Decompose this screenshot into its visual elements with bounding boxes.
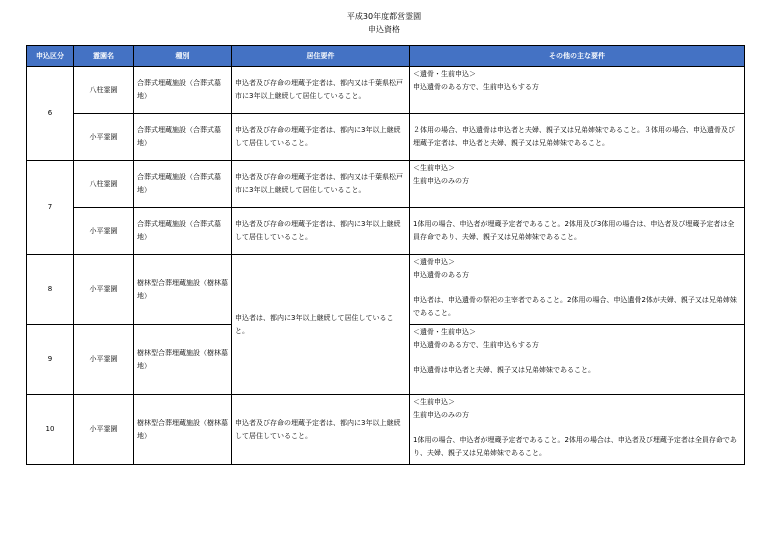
table-row [27,255,745,325]
other-cell [410,161,745,208]
table-row [27,208,745,255]
other-detail: 1体用の場合、申込者が埋蔵予定者であること。2体用の場合は、申込者及び埋蔵予定者は全員存命であり、夫婦、親子又は兄弟姉妹であること。 [413,436,737,457]
cemetery-cell: 小平霊園 [74,114,134,161]
type-cell: 合葬式埋蔵施設（合葬式墓地） [134,67,232,114]
other-tag: ＜遺骨・生前申込＞ [413,328,476,336]
cemetery-cell: 小平霊園 [74,208,134,255]
cemetery-cell: 小平霊園 [74,395,134,465]
header-type: 種別 [134,46,232,67]
other-cell [410,255,745,325]
other-line: 生前申込のみの方 [413,177,469,185]
other-cell [410,325,745,395]
residence-cell: 申込者及び存命の埋蔵予定者は、都内に3年以上継続して居住していること。 [232,208,410,255]
residence-cell: 申込者及び存命の埋蔵予定者は、都内又は千葉県松戸市に3年以上継続して居住していること。 [232,67,410,114]
header-division: 申込区分 [27,46,74,67]
other-tag: ＜生前申込＞ [413,164,455,172]
other-tag: ＜遺骨・生前申込＞ [413,70,476,78]
type-cell: 合葬式埋蔵施設（合葬式墓地） [134,161,232,208]
division-cell: 8 [27,255,74,325]
type-cell: 樹林型合葬埋蔵施設（樹林墓地） [134,255,232,325]
division-cell: 9 [27,325,74,395]
cemetery-cell: 八柱霊園 [74,67,134,114]
other-cell [410,395,745,465]
table-row [27,395,745,465]
other-line: 申込遺骨のある方 [413,271,469,279]
document-subtitle: 申込資格 [368,25,400,34]
residence-cell: 申込者及び存命の埋蔵予定者は、都内に3年以上継続して居住していること。 [232,395,410,465]
cemetery-cell: 小平霊園 [74,255,134,325]
type-cell: 樹林型合葬埋蔵施設（樹林墓地） [134,325,232,395]
other-detail: 申込者は、申込遺骨の祭祀の主宰者であること。2体用の場合、申込遺骨2体が夫婦、親子又は兄弟姉妹であること。 [413,296,737,317]
table-row [27,67,745,114]
header-other: その他の主な要件 [410,46,745,67]
division-cell: 10 [27,395,74,465]
division-cell: 7 [27,161,74,255]
other-cell: ２体用の場合、申込遺骨は申込者と夫婦、親子又は兄弟姉妹であること。３体用の場合、申込遺骨及び埋蔵予定者は、申込者と夫婦、親子又は兄弟姉妹であること。 [410,114,745,161]
cemetery-cell: 八柱霊園 [74,161,134,208]
residence-cell: 申込者は、都内に3年以上継続して居住していること。 [232,255,410,395]
other-cell [410,67,745,114]
other-tag: ＜遺骨申込＞ [413,258,455,266]
other-detail: 申込遺骨は申込者と夫婦、親子又は兄弟姉妹であること。 [413,366,595,374]
header-cemetery: 霊園名 [74,46,134,67]
document-title: 平成30年度都営霊園 [346,12,422,21]
table-row [27,161,745,208]
residence-cell: 申込者及び存命の埋蔵予定者は、都内又は千葉県松戸市に3年以上継続して居住していること。 [232,161,410,208]
other-cell: 1体用の場合、申込者が埋蔵予定者であること。2体用及び3体用の場合は、申込者及び埋蔵予定者は全員存命であり、夫婦、親子又は兄弟姉妹であること。 [410,208,745,255]
other-line: 申込遺骨のある方で、生前申込もする方 [413,341,539,349]
type-cell: 合葬式埋蔵施設（合葬式墓地） [134,208,232,255]
residence-cell: 申込者及び存命の埋蔵予定者は、都内に3年以上継続して居住していること。 [232,114,410,161]
type-cell: 合葬式埋蔵施設（合葬式墓地） [134,114,232,161]
other-tag: ＜生前申込＞ [413,398,455,406]
division-cell: 6 [27,67,74,161]
other-line: 申込遺骨のある方で、生前申込もする方 [413,83,539,91]
eligibility-table [26,45,745,465]
header-residence: 居住要件 [232,46,410,67]
table-header-row [27,46,745,67]
type-cell: 樹林型合葬埋蔵施設（樹林墓地） [134,395,232,465]
table-row [27,114,745,161]
cemetery-cell: 小平霊園 [74,325,134,395]
other-line: 生前申込のみの方 [413,411,469,419]
